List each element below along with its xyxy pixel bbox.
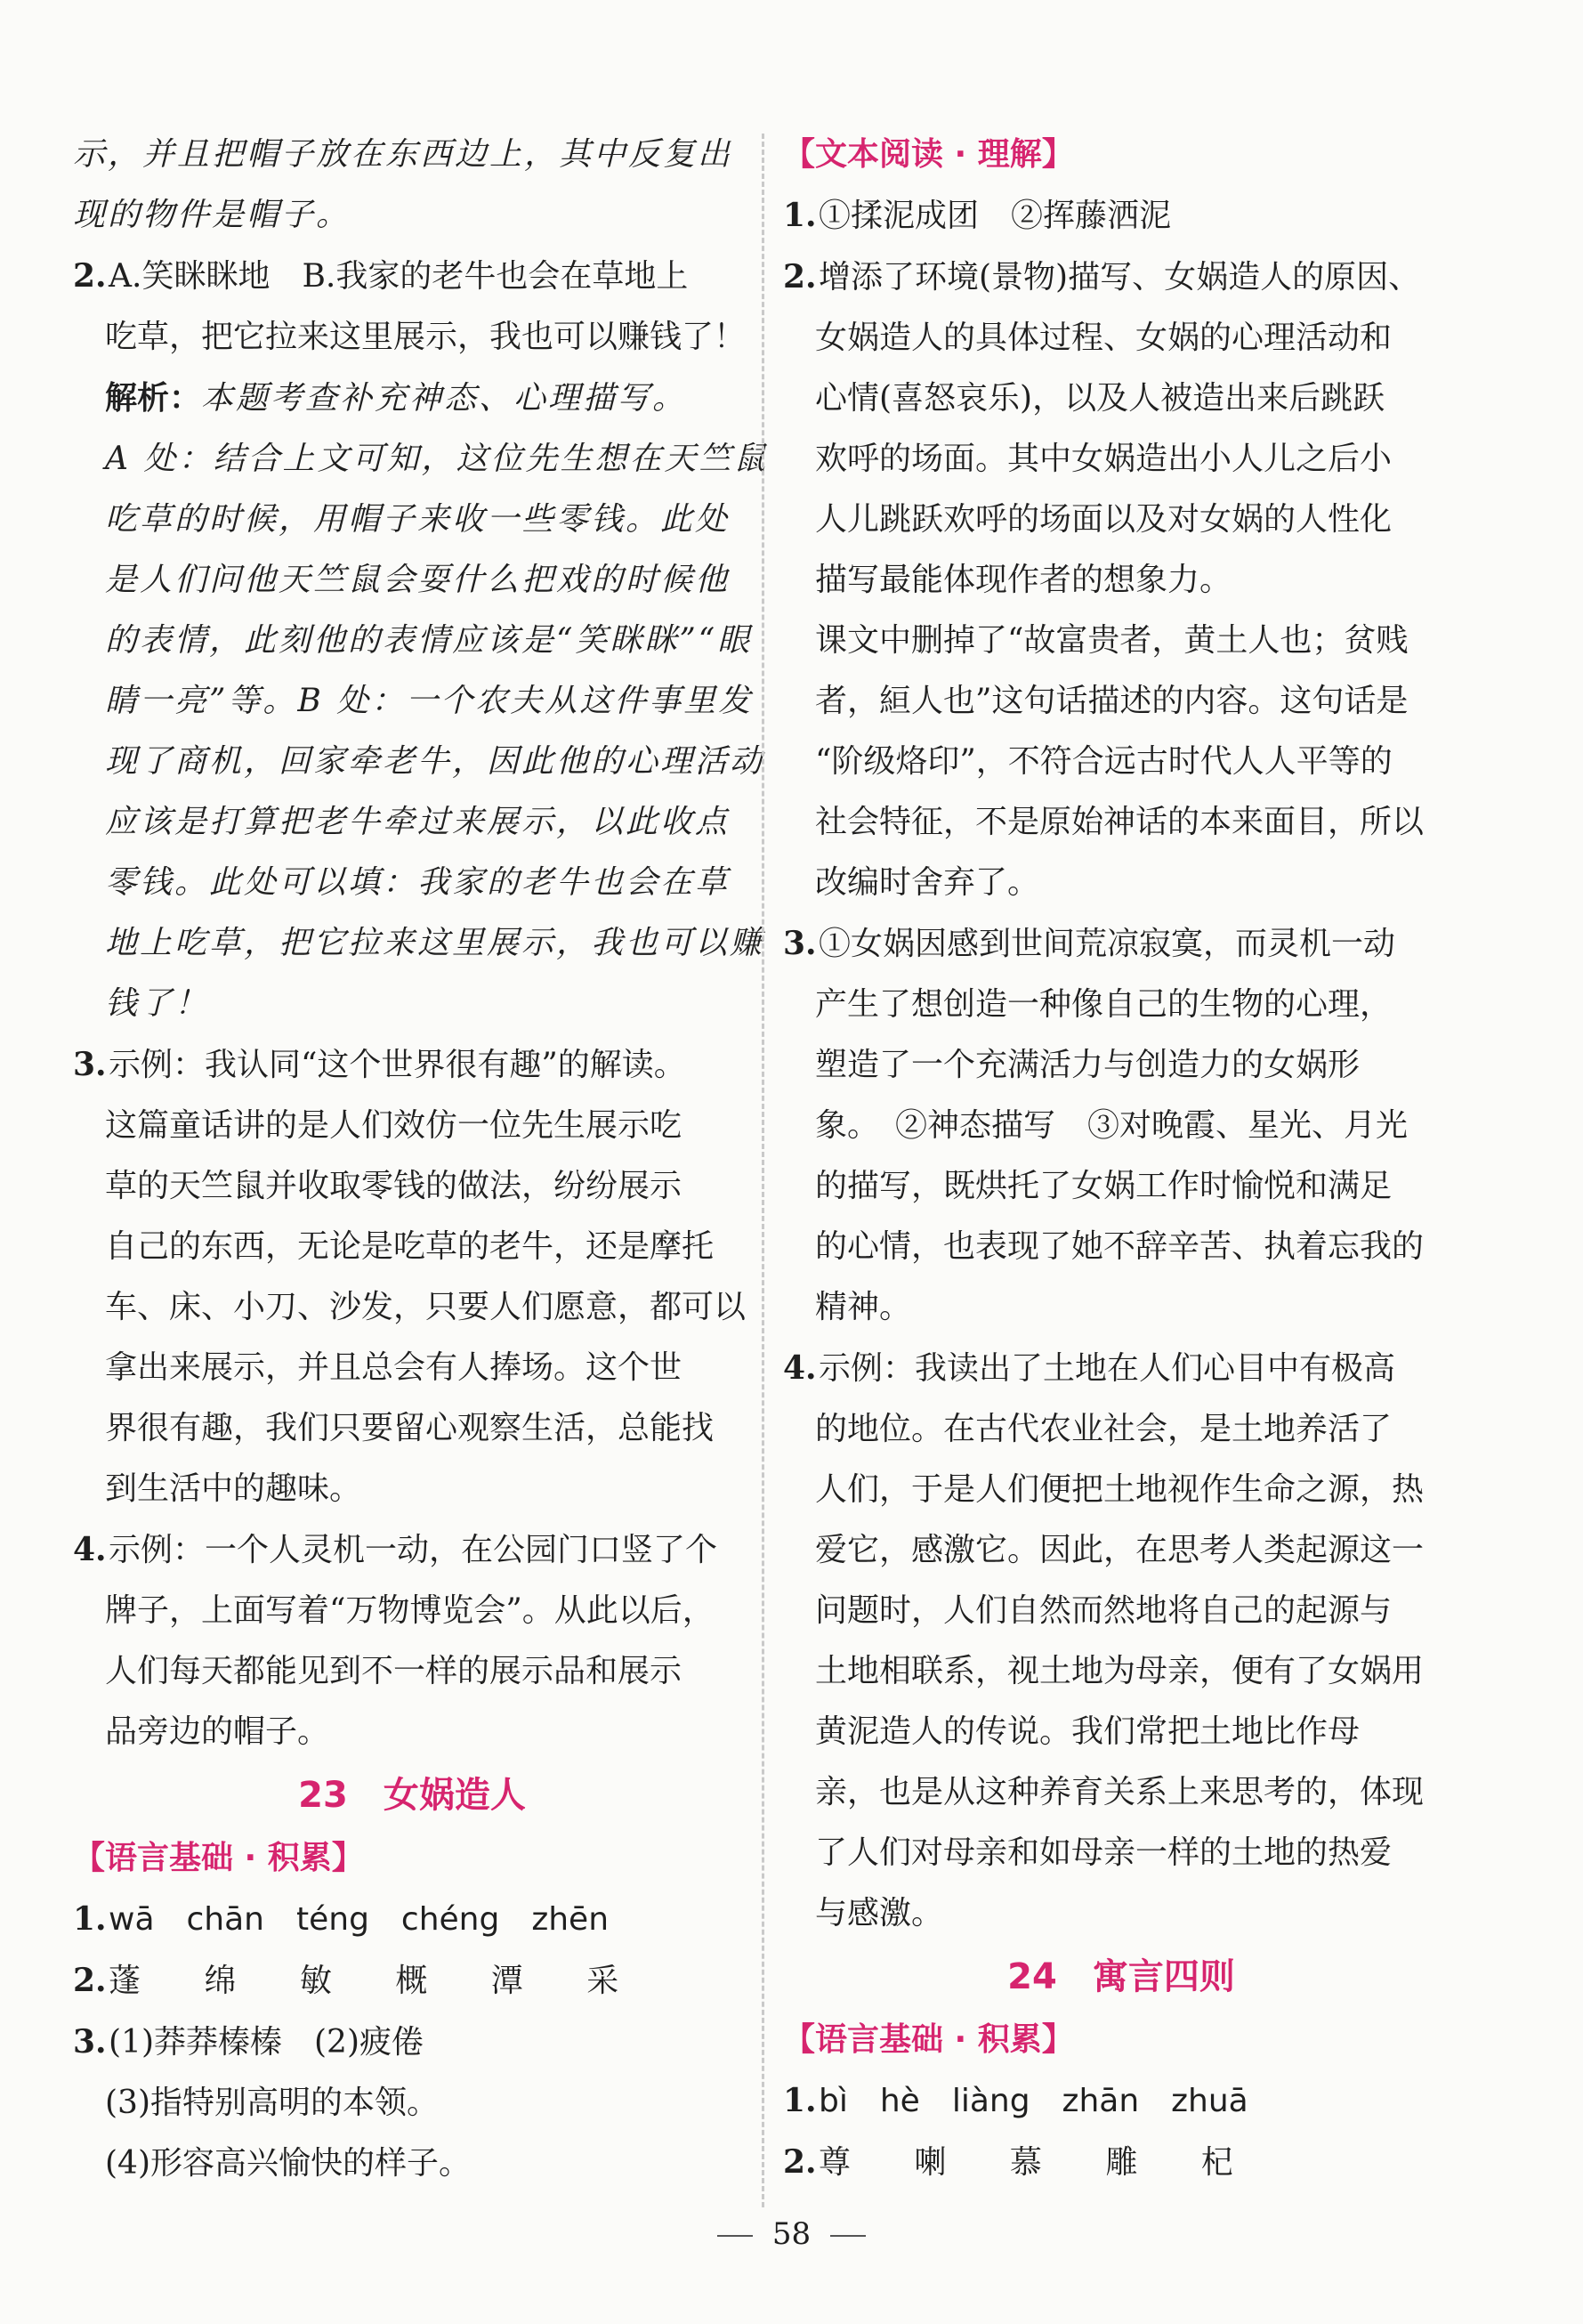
- answer-number: 2.: [783, 258, 817, 296]
- text-line: 示例：一个人灵机一动，在公园门口竖了个: [109, 1532, 718, 1568]
- text-line: 这篇童话讲的是人们效仿一位先生展示吃: [105, 1107, 682, 1144]
- text-line: 人儿跳跃欢呼的场面以及对女娲的人性化: [815, 501, 1393, 538]
- page-number-dash: [830, 2235, 866, 2237]
- lesson-title: [73, 1762, 751, 1828]
- lesson-name: 寓言四则: [1092, 1956, 1235, 1997]
- text-line: 描写最能体现作者的想象力。: [815, 562, 1232, 598]
- answer-number: 1.: [783, 197, 817, 234]
- answer-number: 3.: [73, 1046, 107, 1083]
- text-line: 品旁边的帽子。: [105, 1713, 330, 1750]
- answer-4: [783, 1338, 1459, 1944]
- text-line: 了人们对母亲和如母亲一样的土地的热爱: [815, 1834, 1393, 1871]
- character-answers: 尊 喇 慕 雕 杞: [819, 2144, 1260, 2181]
- text-line: 的描写，既烘托了女娲工作时愉悦和满足: [815, 1168, 1393, 1204]
- text-line: 塑造了一个充满活力与创造力的女娲形: [815, 1047, 1361, 1083]
- right-column: [783, 125, 1459, 2193]
- answer-number: 2.: [73, 257, 107, 295]
- answer-4: [73, 1519, 751, 1762]
- text-line: 地上吃草，把它拉来这里展示，我也可以赚: [105, 925, 765, 961]
- lesson-number: 23: [298, 1775, 348, 1816]
- answer-2: [73, 246, 769, 1034]
- text-line: 草的天竺鼠并收取零钱的做法，纷纷展示: [105, 1168, 682, 1204]
- text-line: 欢呼的场面。其中女娲造出小人儿之后小: [815, 441, 1393, 477]
- text-line: (3)指特别高明的本领。: [105, 2085, 439, 2121]
- answer-2: [783, 247, 1459, 913]
- answer-number: 1.: [73, 1900, 107, 1938]
- answer-number: 2.: [783, 2143, 817, 2181]
- text-line: 黄泥造人的传说。我们常把土地比作母: [815, 1713, 1361, 1750]
- text-line: 钱了！: [105, 985, 210, 1022]
- text-line: 到生活中的趣味。: [105, 1470, 362, 1507]
- character-answers: 蓬 绵 敏 概 潭 采: [109, 1963, 646, 1999]
- answer-3: [73, 1034, 751, 1519]
- text-line: 拿出来展示，并且总会有人捧场。这个世: [105, 1349, 682, 1386]
- page-number-text: 58: [771, 2216, 812, 2252]
- text-line: 牌子，上面写着“万物博览会”。从此以后，: [105, 1592, 715, 1629]
- text-line: ①女娲因感到世间荒凉寂寞，而灵机一动: [819, 926, 1396, 962]
- text-line: 象。 ②神态描写 ③对晚霞、星光、月光: [815, 1107, 1409, 1144]
- text-line: 零钱。此处可以填：我家的老牛也会在草: [105, 864, 731, 901]
- text-line: 产生了想创造一种像自己的生物的心理，: [815, 986, 1393, 1023]
- answer-number: 4.: [73, 1531, 107, 1568]
- text-line: ①揉泥成团 ②挥藤洒泥: [819, 198, 1172, 234]
- text-line: 界很有趣，我们只要留心观察生活，总能找: [105, 1410, 715, 1446]
- pinyin-answers: wā chān téng chéng zhēn: [109, 1901, 610, 1938]
- text-line: (4)形容高兴愉快的样子。: [105, 2145, 471, 2182]
- text-line: 自己的东西，无论是吃草的老牛，还是摩托: [105, 1228, 715, 1265]
- text-line: 现了商机，回家牵老牛，因此他的心理活动: [105, 743, 765, 780]
- text-line: (1)莽莽榛榛 (2)疲倦: [109, 2024, 424, 2061]
- text-line: 吃草，把它拉来这里展示，我也可以赚钱了！: [105, 319, 747, 355]
- answer-number: 2.: [73, 1962, 107, 1999]
- page-number: [0, 2213, 1583, 2255]
- text-line: “阶级烙印”，不符合远古时代人人平等的: [815, 743, 1393, 780]
- text-line: 示例：我读出了土地在人们心目中有极高: [819, 1350, 1396, 1387]
- text-line: 本题考查补充神态、心理描写。: [201, 380, 688, 417]
- text-line: 与感激。: [815, 1895, 944, 1931]
- text-line: 吃草的时候，用帽子来收一些零钱。此处: [105, 501, 731, 538]
- text-line: 人们，于是人们便把土地视作生命之源，热: [815, 1471, 1425, 1508]
- text-line: 应该是打算把老牛牵过来展示，以此收点: [105, 804, 731, 840]
- pinyin-answers: bì hè liàng zhān zhuā: [819, 2083, 1248, 2119]
- text-line: 的心情，也表现了她不辞辛苦、执着忘我的: [815, 1228, 1425, 1265]
- text-line: 示，并且把帽子放在东西边上，其中反复出: [73, 136, 733, 173]
- text-line: 人们每天都能见到不一样的展示品和展示: [105, 1653, 682, 1689]
- text-line: 现的物件是帽子。: [73, 197, 351, 233]
- text-line: 车、床、小刀、沙发，只要人们愿意，都可以: [105, 1289, 747, 1325]
- lesson-title: [783, 1944, 1459, 2010]
- text-line: A 处：结合上文可知，这位先生想在天竺鼠: [105, 441, 769, 477]
- page-number-dash: [717, 2235, 753, 2237]
- text-line: 的表情，此刻他的表情应该是“笑眯眯”“眼: [105, 622, 753, 659]
- text-line: 增添了环境(景物)描写、女娲造人的原因、: [819, 259, 1421, 296]
- text-line: 者，絙人也”这句话描述的内容。这句话是: [815, 683, 1409, 719]
- text-line: 课文中删掉了“故富贵者，黄土人也；贫贱: [815, 622, 1409, 659]
- text-line: 土地相联系，视土地为母亲，便有了女娲用: [815, 1653, 1425, 1689]
- answer-3: [783, 913, 1459, 1338]
- lesson-number: 24: [1007, 1956, 1057, 1997]
- column-divider: [762, 134, 764, 2207]
- analysis-label: 解析：: [105, 379, 202, 417]
- lesson-name: 女娲造人: [383, 1775, 526, 1816]
- section-header: 【语言基础 · 积累】: [73, 1840, 364, 1876]
- text-line: 是人们问他天竺鼠会耍什么把戏的时候他: [105, 562, 731, 598]
- text-line: 问题时，人们自然而然地将自己的起源与: [815, 1592, 1393, 1629]
- answer-number: 3.: [783, 925, 817, 962]
- text-line: 改编时舍弃了。: [815, 864, 1040, 901]
- text-line: 亲，也是从这种养育关系上来思考的，体现: [815, 1774, 1425, 1810]
- text-line: 心情(喜怒哀乐)，以及人被造出来后跳跃: [815, 380, 1385, 417]
- section-header: 【语言基础 · 积累】: [783, 2021, 1074, 2058]
- text-line: A.笑眯眯地 B.我家的老牛也会在草地上: [109, 258, 689, 295]
- text-line: 爱它，感激它。因此，在思考人类起源这一: [815, 1532, 1425, 1568]
- text-line: 女娲造人的具体过程、女娲的心理活动和: [815, 320, 1393, 356]
- answer-number: 3.: [73, 2023, 107, 2061]
- left-column: [73, 125, 769, 2194]
- text-line: 示例：我认同“这个世界很有趣”的解读。: [109, 1047, 686, 1083]
- section-header: 【文本阅读 · 理解】: [783, 136, 1074, 173]
- text-line: 睛一亮”等。B 处：一个农夫从这件事里发: [105, 683, 754, 719]
- answer-number: 1.: [783, 2082, 817, 2119]
- answer-number: 4.: [783, 1349, 817, 1387]
- text-line: 的地位。在古代农业社会，是土地养活了: [815, 1411, 1393, 1447]
- text-line: 精神。: [815, 1289, 912, 1325]
- text-line: 社会特征，不是原始神话的本来面目，所以: [815, 804, 1425, 840]
